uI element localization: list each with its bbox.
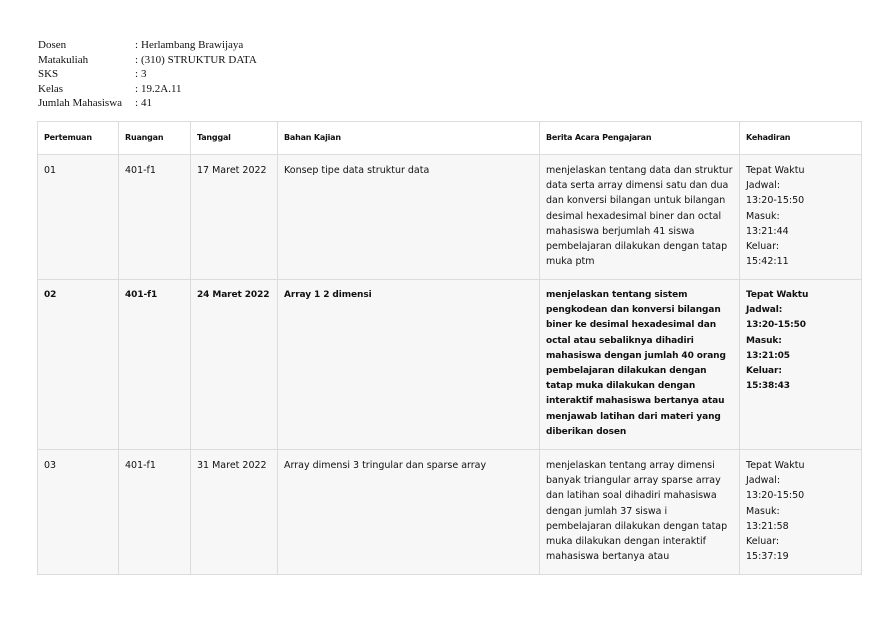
- bahan-kajian-cell: Array 1 2 dimensi: [278, 280, 540, 450]
- matakuliah-label: Matakuliah: [38, 53, 89, 66]
- separator: :: [135, 53, 139, 66]
- info-row-matakuliah: [38, 53, 257, 68]
- jadwal-label: Jadwal:: [746, 180, 781, 192]
- header-bahan-kajian: Bahan Kajian: [278, 122, 540, 155]
- tanggal-cell: 24 Maret 2022: [191, 280, 278, 450]
- pertemuan-cell: 03: [38, 450, 119, 575]
- tanggal-cell: 31 Maret 2022: [191, 450, 278, 575]
- course-info: [38, 38, 257, 111]
- bahan-kajian-cell: Konsep tipe data struktur data: [278, 155, 540, 280]
- masuk-label: Masuk:: [746, 505, 780, 517]
- kehadiran-cell: [740, 155, 862, 280]
- header-berita-acara: Berita Acara Pengajaran: [540, 122, 740, 155]
- kehadiran-cell: [740, 450, 862, 575]
- info-row-kelas: [38, 82, 257, 97]
- status-text: Tepat Waktu: [746, 460, 805, 471]
- kelas-value: 19.2A.11: [141, 82, 182, 95]
- keluar-value: 15:37:19: [746, 551, 789, 563]
- jadwal-value: 13:20-15:50: [746, 320, 806, 331]
- separator: :: [135, 68, 139, 80]
- pertemuan-cell: 01: [38, 155, 119, 280]
- sks-label: SKS: [38, 68, 59, 80]
- kehadiran-cell: [740, 280, 862, 450]
- table-header-row: [38, 122, 862, 155]
- header-kehadiran: Kehadiran: [740, 122, 862, 155]
- masuk-label: Masuk:: [746, 210, 780, 222]
- keluar-label: Keluar:: [746, 241, 780, 253]
- jumlah-mahasiswa-value: 41: [141, 97, 152, 109]
- jumlah-mahasiswa-label: Jumlah Mahasiswa: [38, 97, 123, 109]
- keluar-value: 15:42:11: [746, 256, 789, 268]
- kelas-label: Kelas: [38, 82, 64, 95]
- header-ruangan: Ruangan: [119, 122, 191, 155]
- masuk-value: 13:21:58: [746, 520, 789, 532]
- info-row-jumlah: [38, 96, 257, 111]
- keluar-label: Keluar:: [746, 536, 780, 548]
- jadwal-label: Jadwal:: [746, 305, 783, 316]
- masuk-value: 13:21:44: [746, 225, 789, 237]
- separator: :: [135, 39, 139, 51]
- tanggal-cell: 17 Maret 2022: [191, 155, 278, 280]
- separator: :: [135, 82, 139, 95]
- jadwal-value: 13:20-15:50: [746, 490, 805, 502]
- bahan-kajian-cell: Array dimensi 3 tringular dan sparse array: [278, 450, 540, 575]
- berita-acara-cell: menjelaskan tentang data dan struktur data serta array dimensi satu dan dua dan konversi bilangan untuk bilangan desimal hexadesimal biner dan octal mahasiswa berjumlah 41 siswa pembelajaran dilakukan dengan tatap muka ptm: [540, 155, 740, 280]
- jadwal-label: Jadwal:: [746, 475, 781, 487]
- info-row-dosen: [38, 38, 257, 53]
- masuk-label: Masuk:: [746, 335, 782, 346]
- keluar-label: Keluar:: [746, 366, 782, 377]
- dosen-label: Dosen: [38, 39, 67, 51]
- table-row: [38, 280, 862, 450]
- dosen-value: Herlambang Brawijaya: [141, 39, 244, 51]
- table-row: [38, 155, 862, 280]
- matakuliah-value: (310) STRUKTUR DATA: [141, 53, 257, 66]
- sks-value: 3: [141, 68, 147, 80]
- berita-acara-cell: menjelaskan tentang sistem pengkodean dan konversi bilangan biner ke desimal hexadesimal dan octal atau sebaliknya dihadiri mahasiswa dengan jumlah 40 orang pembelajaran dilakukan dengan tatap muka dilakukan dengan interaktif mahasiswa bertanya atau menjawab latihan dari materi yang diberikan dosen: [540, 280, 740, 450]
- header-tanggal: Tanggal: [191, 122, 278, 155]
- jadwal-value: 13:20-15:50: [746, 195, 805, 207]
- masuk-value: 13:21:05: [746, 350, 790, 361]
- status-text: Tepat Waktu: [746, 165, 805, 176]
- separator: :: [135, 97, 139, 109]
- table-row: [38, 450, 862, 575]
- attendance-table: [37, 121, 862, 575]
- info-row-sks: [38, 67, 257, 82]
- ruangan-cell: 401-f1: [119, 280, 191, 450]
- pertemuan-cell: 02: [38, 280, 119, 450]
- keluar-value: 15:38:43: [746, 381, 790, 392]
- status-text: Tepat Waktu: [746, 290, 809, 300]
- ruangan-cell: 401-f1: [119, 155, 191, 280]
- ruangan-cell: 401-f1: [119, 450, 191, 575]
- header-pertemuan: Pertemuan: [38, 122, 119, 155]
- berita-acara-cell: menjelaskan tentang array dimensi banyak triangular array sparse array dan latihan soal dihadiri mahasiswa dengan jumlah 37 siswa i pembelajaran dilakukan dengan tatap muka dilakukan dengan interaktif mahasiswa bertanya atau: [540, 450, 740, 575]
